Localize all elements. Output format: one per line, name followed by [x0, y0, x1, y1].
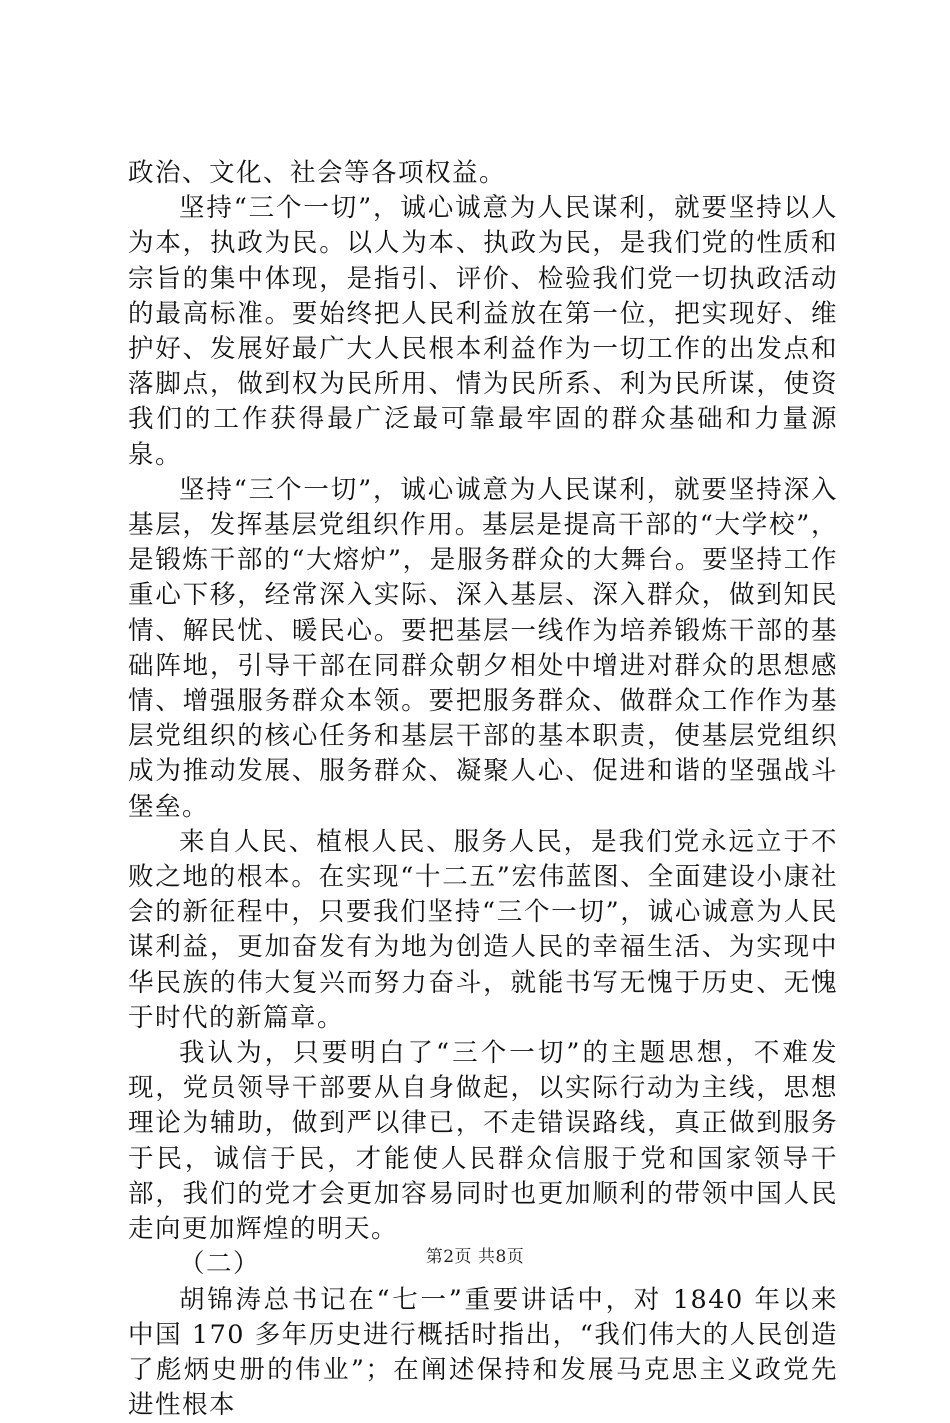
document-page [128, 156, 838, 1423]
page-footer: 第2页 共8页 [0, 1242, 950, 1267]
paragraph-2: 坚持“三个一切”，诚心诚意为人民谋利，就要坚持以人为本，执政为民。以人为本、执政为民，是我们党的性质和宗旨的集中体现，是指引、评价、检验我们党一切执政活动的最高标准。要始终把人民利益放在第一位，把实现好、维护好、发展好最广大人民根本利益作为一切工作的出发点和落脚点，做到权为民所用、情为民所系、利为民所谋，使资我们的工作获得最广泛最可靠最牢固的群众基础和力量源泉。 [128, 191, 838, 473]
paragraph-5: 我认为，只要明白了“三个一切”的主题思想，不难发现，党员领导干部要从自身做起，以实际行动为主线，思想理论为辅助，做到严以律已，不走错误路线，真正做到服务于民，诚信于民，才能使人民群众信服于党和国家领导干部，我们的党才会更加容易同时也更加顺利的带领中国人民走向更加辉煌的明天。 [128, 1036, 838, 1247]
paragraph-6: 胡锦涛总书记在“七一”重要讲话中，对 1840 年以来中国 170 多年历史进行概括时指出，“我们伟大的人民创造了彪炳史册的伟业”；在阐述保持和发展马克思主义政党先进性根本 [128, 1283, 838, 1423]
section-heading: （二） [128, 1247, 838, 1282]
paragraph-3: 坚持“三个一切”，诚心诚意为人民谋利，就要坚持深入基层，发挥基层党组织作用。基层是提高干部的“大学校”，是锻炼干部的“大熔炉”，是服务群众的大舞台。要坚持工作重心下移，经常深入实际、深入基层、深入群众，做到知民情、解民忧、暖民心。要把基层一线作为培养锻炼干部的基础阵地，引导干部在同群众朝夕相处中增进对群众的思想感情、增强服务群众本领。要把服务群众、做群众工作作为基层党组织的核心任务和基层干部的基本职责，使基层党组织成为推动发展、服务群众、凝聚人心、促进和谐的坚强战斗堡垒。 [128, 473, 838, 825]
paragraph-1: 政治、文化、社会等各项权益。 [128, 156, 838, 191]
paragraph-4: 来自人民、植根人民、服务人民，是我们党永远立于不败之地的根本。在实现“十二五”宏伟蓝图、全面建设小康社会的新征程中，只要我们坚持“三个一切”，诚心诚意为人民谋利益，更加奋发有为地为创造人民的幸福生活、为实现中华民族的伟大复兴而努力奋斗，就能书写无愧于历史、无愧于时代的新篇章。 [128, 825, 838, 1036]
